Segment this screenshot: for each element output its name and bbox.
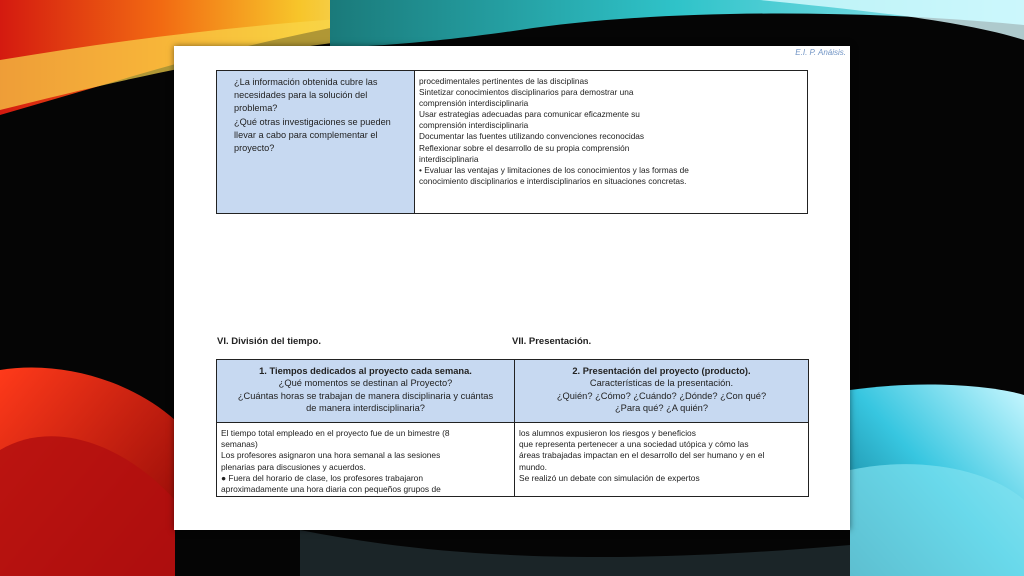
time-body-line: aproximadamente una hora diaria con pequeños grupos de — [221, 484, 441, 495]
descriptor-line: • Evaluar las ventajas y limitaciones de los conocimientos y las formas de — [419, 164, 689, 175]
time-body-line: plenarias para discusiones y acuerdos. — [221, 461, 366, 472]
descriptor-line: conocimiento disciplinarios e interdisciplinarios en situaciones concretas. — [419, 175, 687, 186]
question-line: problema? — [234, 103, 278, 114]
presentation-body-line: Se realizó un debate con simulación de expertos — [519, 472, 700, 483]
question-line: proyecto? — [234, 143, 275, 154]
descriptor-line: Sintetizar conocimientos disciplinarios para demostrar una — [419, 87, 634, 98]
presentation-header-line: ¿Para qué? ¿A quién? — [614, 402, 709, 413]
criteria-descriptors-cell — [415, 71, 807, 213]
time-header-line: de manera interdisciplinaria? — [306, 402, 425, 413]
presentation-body-line: mundo. — [519, 461, 547, 472]
criteria-questions-cell — [217, 71, 415, 213]
question-line: llevar a cabo para complementar el — [234, 129, 378, 140]
time-header-cell — [217, 360, 515, 423]
presentation-header-line: Características de la presentación. — [589, 378, 734, 389]
presentation-body-line: los alumnos expusieron los riesgos y beneficios — [519, 428, 696, 438]
question-line: ¿Qué otras investigaciones se pueden — [234, 116, 391, 127]
descriptor-line: procedimentales pertinentes de las disciplinas — [419, 76, 589, 86]
presentation-body-line: áreas trabajadas impactan en el desarrollo del ser humano y en el — [519, 450, 765, 461]
time-body-line: Los profesores asignaron una hora semanal a las sesiones — [221, 450, 441, 461]
section-vi-title: VI. División del tiempo. — [217, 336, 321, 347]
presentation-header-line: ¿Quién? ¿Cómo? ¿Cuándo? ¿Dónde? ¿Con qué? — [556, 390, 767, 401]
presentation-header-cell — [515, 360, 808, 423]
time-header-line: ¿Qué momentos se destinan al Proyecto? — [278, 378, 453, 389]
descriptor-line: interdisciplinaria — [419, 153, 479, 164]
presentation-body-cell — [515, 423, 808, 496]
presentation-body-line: que representa pertenecer a una sociedad utópica y cómo las — [519, 439, 749, 450]
time-body-line: semanas) — [221, 439, 258, 450]
descriptor-line: Documentar las fuentes utilizando convenciones reconocidas — [419, 131, 645, 142]
question-line: necesidades para la solución del — [234, 90, 368, 101]
presentation-header-title: 2. Presentación del proyecto (producto). — [572, 366, 751, 376]
time-header-title: 1. Tiempos dedicados al proyecto cada semana. — [259, 366, 472, 376]
descriptor-line: comprensión interdisciplinaria — [419, 98, 529, 109]
time-body-line: ● Fuera del horario de clase, los profesores trabajaron — [221, 472, 423, 483]
question-line: ¿La información obtenida cubre las — [234, 77, 378, 87]
descriptor-line: Usar estrategias adecuadas para comunicar eficazmente su — [419, 109, 640, 120]
section-vii-title: VII. Presentación. — [512, 336, 592, 347]
time-body-line: El tiempo total empleado en el proyecto fue de un bimestre (8 — [221, 428, 450, 438]
time-body-cell — [217, 423, 515, 496]
descriptor-line: comprensión interdisciplinaria — [419, 120, 529, 131]
document-page — [174, 46, 850, 530]
page-header-mark: E.I. P. Anáisis. — [795, 48, 846, 57]
time-presentation-table — [216, 359, 809, 497]
descriptor-line: Reflexionar sobre el desarrollo de su propia comprensión — [419, 142, 630, 153]
time-header-line: ¿Cuántas horas se trabajan de manera disciplinaria y cuántas — [237, 390, 494, 401]
criteria-table — [216, 70, 808, 214]
